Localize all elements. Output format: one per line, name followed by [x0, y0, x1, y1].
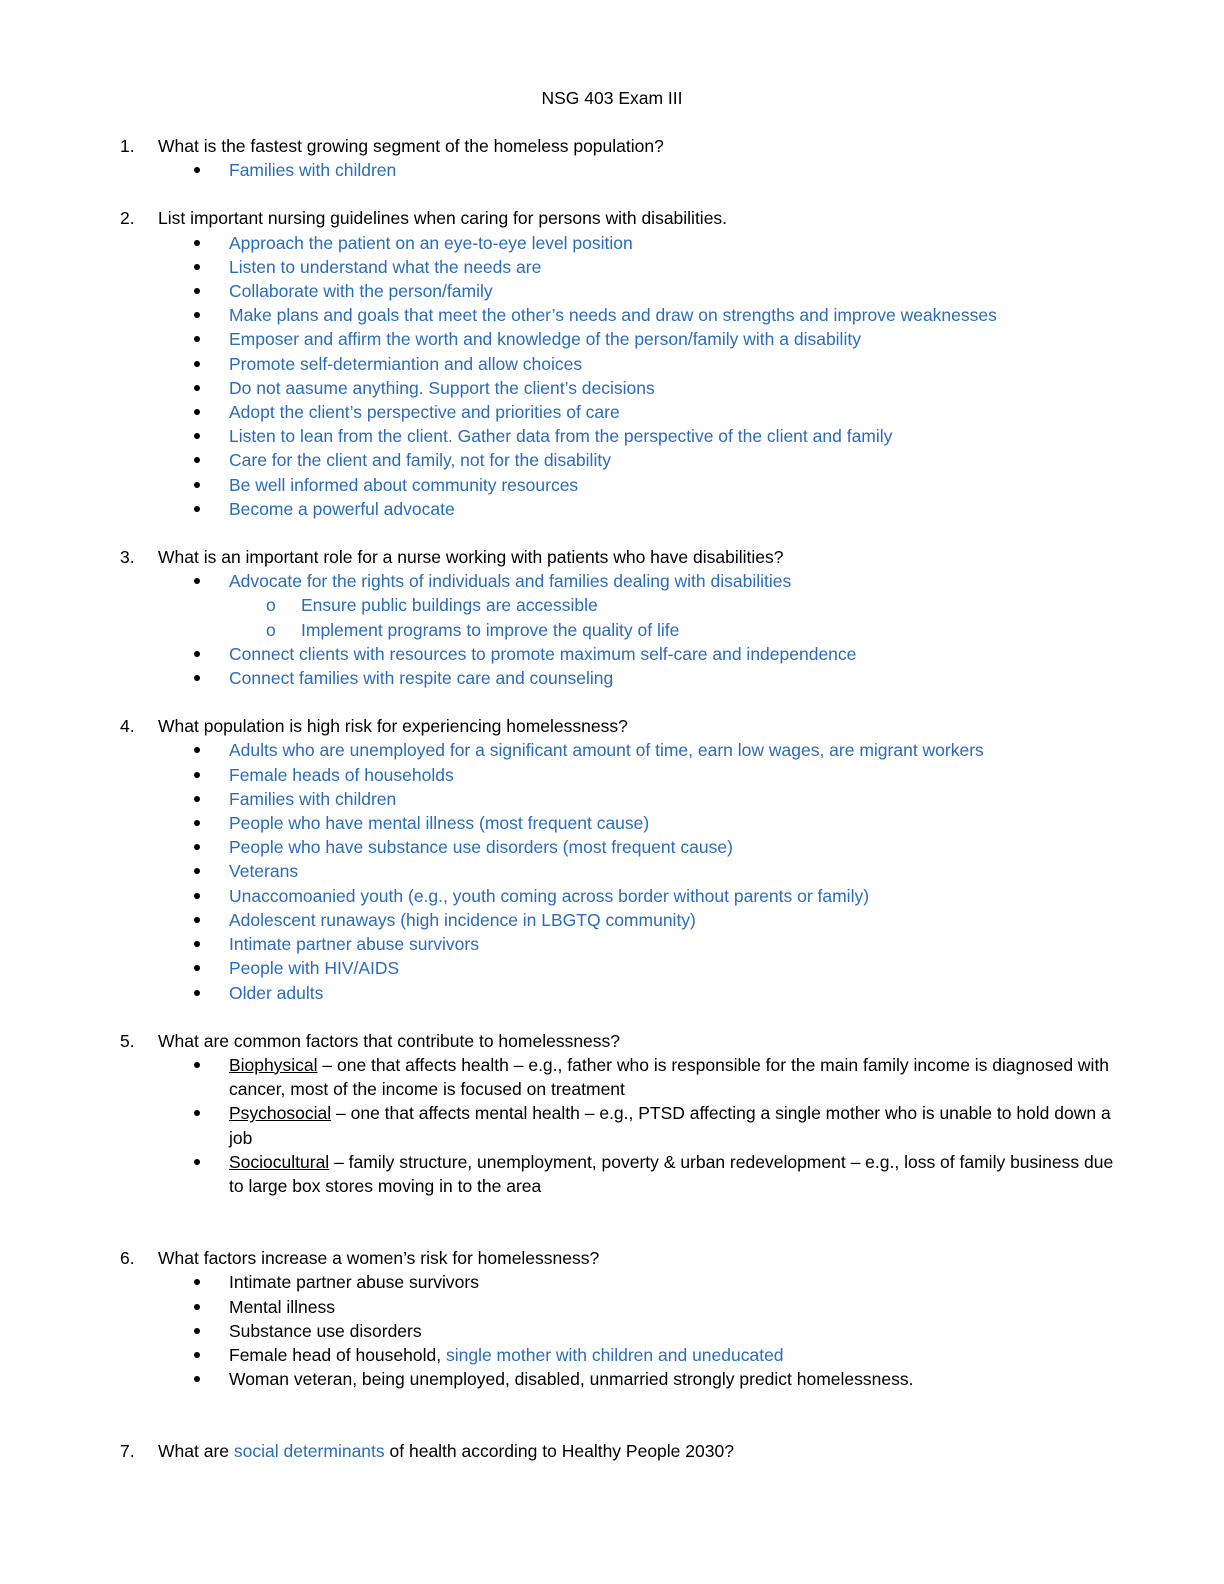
- list-item: Connect clients with resources to promote maximum self-care and independence: [120, 642, 1130, 666]
- document-content: [120, 134, 1130, 1464]
- item-highlight: single mother with children and uneducated: [445, 1344, 784, 1365]
- answer-list-1: [120, 158, 1130, 182]
- list-item: Female heads of households: [120, 763, 1130, 787]
- answer-list-2: [120, 231, 1130, 521]
- question-number: 6.: [120, 1248, 135, 1269]
- question-text-part: What are: [158, 1441, 234, 1462]
- list-item: [120, 1150, 1130, 1198]
- question-number: 1.: [120, 136, 135, 156]
- question-text-part: of health according to Healthy People 2030?: [384, 1441, 734, 1462]
- question-text: What are common factors that contribute to homelessness?: [158, 1030, 621, 1051]
- question-number: 3.: [120, 547, 135, 568]
- question-6: [120, 1246, 1130, 1270]
- list-item: Adults who are unemployed for a significant amount of time, earn low wages, are migrant workers: [120, 738, 1130, 762]
- list-item: Collaborate with the person/family: [120, 279, 1130, 303]
- question-3: [120, 545, 1130, 569]
- question-text: What is the fastest growing segment of the homeless population?: [158, 136, 664, 156]
- list-item: Advocate for the rights of individuals and families dealing with disabilities: [120, 569, 1130, 593]
- list-item: Listen to lean from the client. Gather data from the perspective of the client and family: [120, 424, 1130, 448]
- list-item: Listen to understand what the needs are: [120, 255, 1130, 279]
- question-number: 2.: [120, 208, 135, 229]
- answer-list-3: [120, 569, 1130, 690]
- list-item: People with HIV/AIDS: [120, 956, 1130, 980]
- list-item: [120, 1343, 1130, 1367]
- document-title: NSG 403 Exam III: [541, 88, 683, 108]
- factor-description: – one that affects mental health – e.g., PTSD affecting a single mother who is unable to hold down a job: [229, 1103, 1111, 1148]
- list-item: Adolescent runaways (high incidence in LBGTQ community): [120, 908, 1130, 932]
- list-item: Substance use disorders: [120, 1319, 1130, 1343]
- factor-term: Psychosocial: [229, 1103, 332, 1124]
- question-1: [120, 134, 1130, 158]
- question-highlight: social determinants: [233, 1441, 385, 1462]
- answer-list-5: [120, 1053, 1130, 1198]
- question-number: 7.: [120, 1441, 135, 1462]
- answer-list-6: [120, 1270, 1130, 1391]
- question-2: [120, 206, 1130, 230]
- list-item: Make plans and goals that meet the other’s needs and draw on strengths and improve weaknesses: [120, 303, 1130, 327]
- question-number: 4.: [120, 716, 135, 737]
- list-item: People who have substance use disorders (most frequent cause): [120, 835, 1130, 859]
- factor-description: – family structure, unemployment, poverty & urban redevelopment – e.g., loss of family business due to large box stores moving in to the area: [229, 1151, 1114, 1196]
- list-item: Emposer and affirm the worth and knowledge of the person/family with a disability: [120, 327, 1130, 351]
- sub-list-item: o Ensure public buildings are accessible: [120, 593, 1130, 617]
- question-number: 5.: [120, 1030, 135, 1051]
- list-item: Do not aasume anything. Support the client’s decisions: [120, 376, 1130, 400]
- sub-list-item: o Implement programs to improve the quality of life: [120, 618, 1130, 642]
- factor-description: – one that affects health – e.g., father who is responsible for the main family income is diagnosed with cancer, most of the income is focused on treatment: [229, 1054, 1110, 1100]
- list-item: Connect families with respite care and counseling: [120, 666, 1130, 690]
- factor-term: Biophysical: [229, 1054, 318, 1075]
- list-item: Older adults: [120, 981, 1130, 1005]
- list-item: People who have mental illness (most frequent cause): [120, 811, 1130, 835]
- list-item: Become a powerful advocate: [120, 497, 1130, 521]
- question-text: What factors increase a women’s risk for homelessness?: [158, 1248, 600, 1269]
- list-item: [120, 1053, 1130, 1101]
- question-5: [120, 1029, 1130, 1053]
- list-item: Unaccomoanied youth (e.g., youth coming across border without parents or family): [120, 884, 1130, 908]
- list-item: Mental illness: [120, 1295, 1130, 1319]
- list-item: Adopt the client’s perspective and priorities of care: [120, 400, 1130, 424]
- factor-term: Sociocultural: [229, 1151, 330, 1172]
- question-text: What population is high risk for experiencing homelessness?: [158, 716, 628, 737]
- question-7: [120, 1439, 1130, 1463]
- list-item: Promote self-determiantion and allow choices: [120, 352, 1130, 376]
- item-text: Female head of household,: [229, 1344, 446, 1365]
- question-4: [120, 714, 1130, 738]
- list-item: Veterans: [120, 859, 1130, 883]
- list-item: [120, 1101, 1130, 1149]
- answer-list-4: [120, 738, 1130, 1004]
- list-item: Approach the patient on an eye-to-eye level position: [120, 231, 1130, 255]
- list-item: Care for the client and family, not for the disability: [120, 448, 1130, 472]
- list-item: Be well informed about community resources: [120, 473, 1130, 497]
- list-item: Families with children: [120, 158, 1130, 182]
- question-text: What is an important role for a nurse working with patients who have disabilities?: [158, 547, 784, 568]
- list-item: Intimate partner abuse survivors: [120, 932, 1130, 956]
- question-text: List important nursing guidelines when caring for persons with disabilities.: [158, 208, 728, 229]
- question-text: [158, 1441, 734, 1461]
- list-item: Woman veteran, being unemployed, disabled, unmarried strongly predict homelessness.: [120, 1367, 1130, 1391]
- list-item: Intimate partner abuse survivors: [120, 1270, 1130, 1294]
- list-item: Families with children: [120, 787, 1130, 811]
